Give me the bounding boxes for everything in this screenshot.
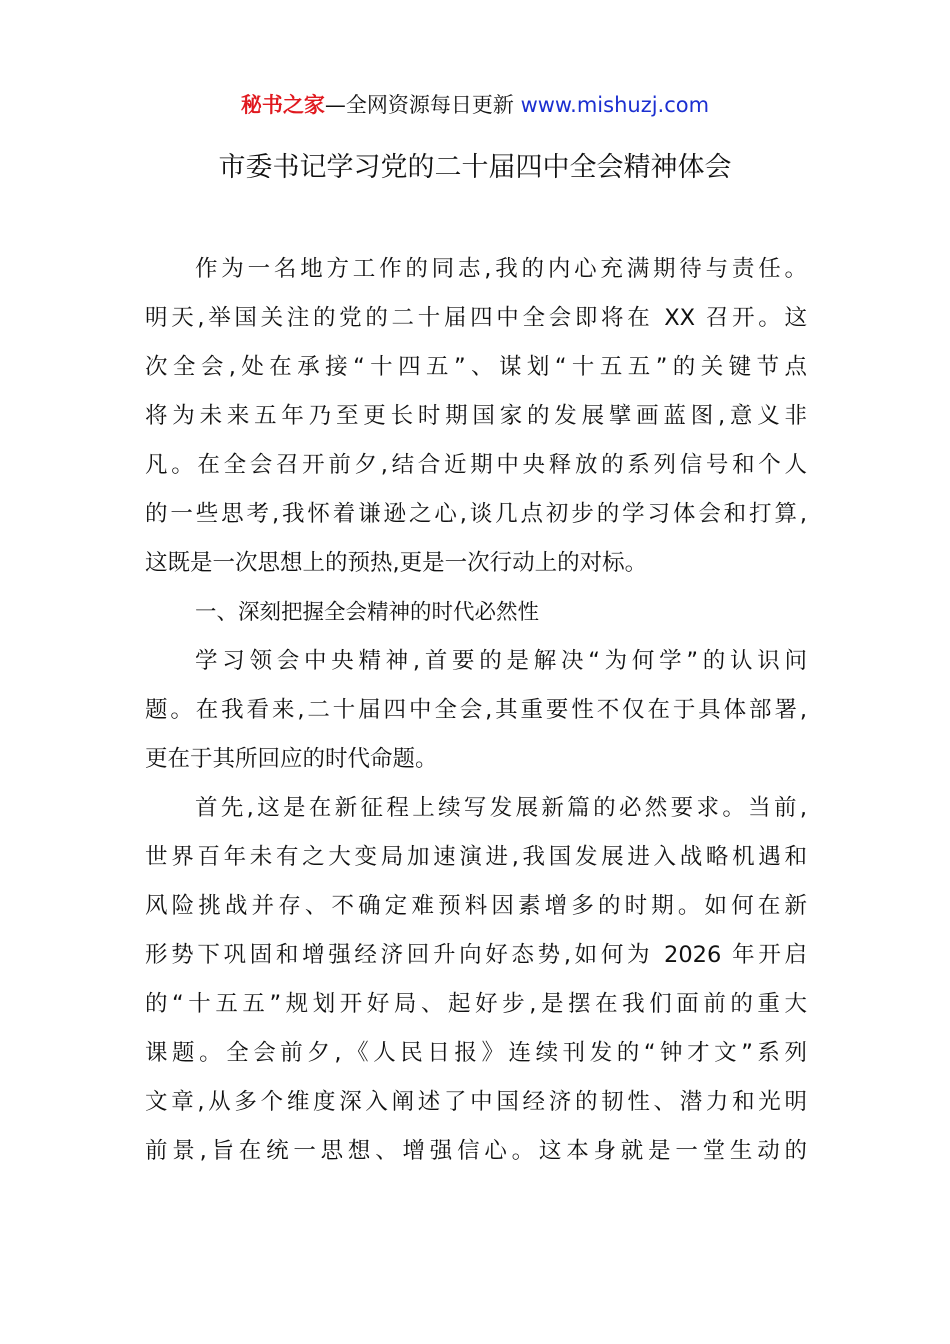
banner-brand: 秘书之家 (240, 93, 325, 117)
banner-url-link[interactable]: www.mishuzj.com (520, 93, 710, 117)
paragraph-2-line-1: 学习领会中央精神,首要的是解决“为何学”的认识问 (195, 648, 807, 674)
paragraph-1-line-4: 将为未来五年乃至更长时期国家的发展擘画蓝图,意义非 (145, 403, 807, 429)
paragraph-3-line-1: 首先,这是在新征程上续写发展新篇的必然要求。当前, (195, 795, 807, 821)
paragraph-3-line-6: 课题。全会前夕,《人民日报》连续刊发的“钟才文”系列 (145, 1040, 807, 1066)
paragraph-3-line-5: 的“十五五”规划开好局、起好步,是摆在我们面前的重大 (145, 991, 807, 1017)
banner-slogan: —全网资源每日更新 (324, 93, 521, 117)
paragraph-1-line-6: 的一些思考,我怀着谦逊之心,谈几点初步的学习体会和打算, (145, 501, 807, 527)
paragraph-3-line-3: 风险挑战并存、不确定难预料因素增多的时期。如何在新 (145, 893, 807, 919)
document-body (145, 245, 807, 1176)
paragraph-3-line-8: 前景,旨在统一思想、增强信心。这本身就是一堂生动的 (145, 1138, 807, 1164)
paragraph-3-line-4: 形势下巩固和增强经济回升向好态势,如何为 2026 年开启 (145, 942, 807, 968)
paragraph-1-line-7: 这既是一次思想上的预热,更是一次行动上的对标。 (145, 550, 648, 576)
site-banner (0, 90, 950, 120)
section-heading-1: 一、深刻把握全会精神的时代必然性 (195, 600, 540, 625)
paragraph-3-line-7: 文章,从多个维度深入阐述了中国经济的韧性、潜力和光明 (145, 1089, 807, 1115)
document-title: 市委书记学习党的二十届四中全会精神体会 (218, 152, 732, 183)
paragraph-1-line-2: 明天,举国关注的党的二十届四中全会即将在 XX 召开。这 (145, 305, 807, 331)
paragraph-3-line-2: 世界百年未有之大变局加速演进,我国发展进入战略机遇和 (145, 844, 807, 870)
paragraph-1-line-1: 作为一名地方工作的同志,我的内心充满期待与责任。 (195, 256, 807, 282)
paragraph-1-line-5: 凡。在全会召开前夕,结合近期中央释放的系列信号和个人 (145, 452, 807, 478)
paragraph-2-line-2: 题。在我看来,二十届四中全会,其重要性不仅在于具体部署, (145, 697, 807, 723)
paragraph-1-line-3: 次全会,处在承接“十四五”、谋划“十五五”的关键节点 (145, 354, 807, 380)
paragraph-2-line-3: 更在于其所回应的时代命题。 (145, 746, 438, 772)
